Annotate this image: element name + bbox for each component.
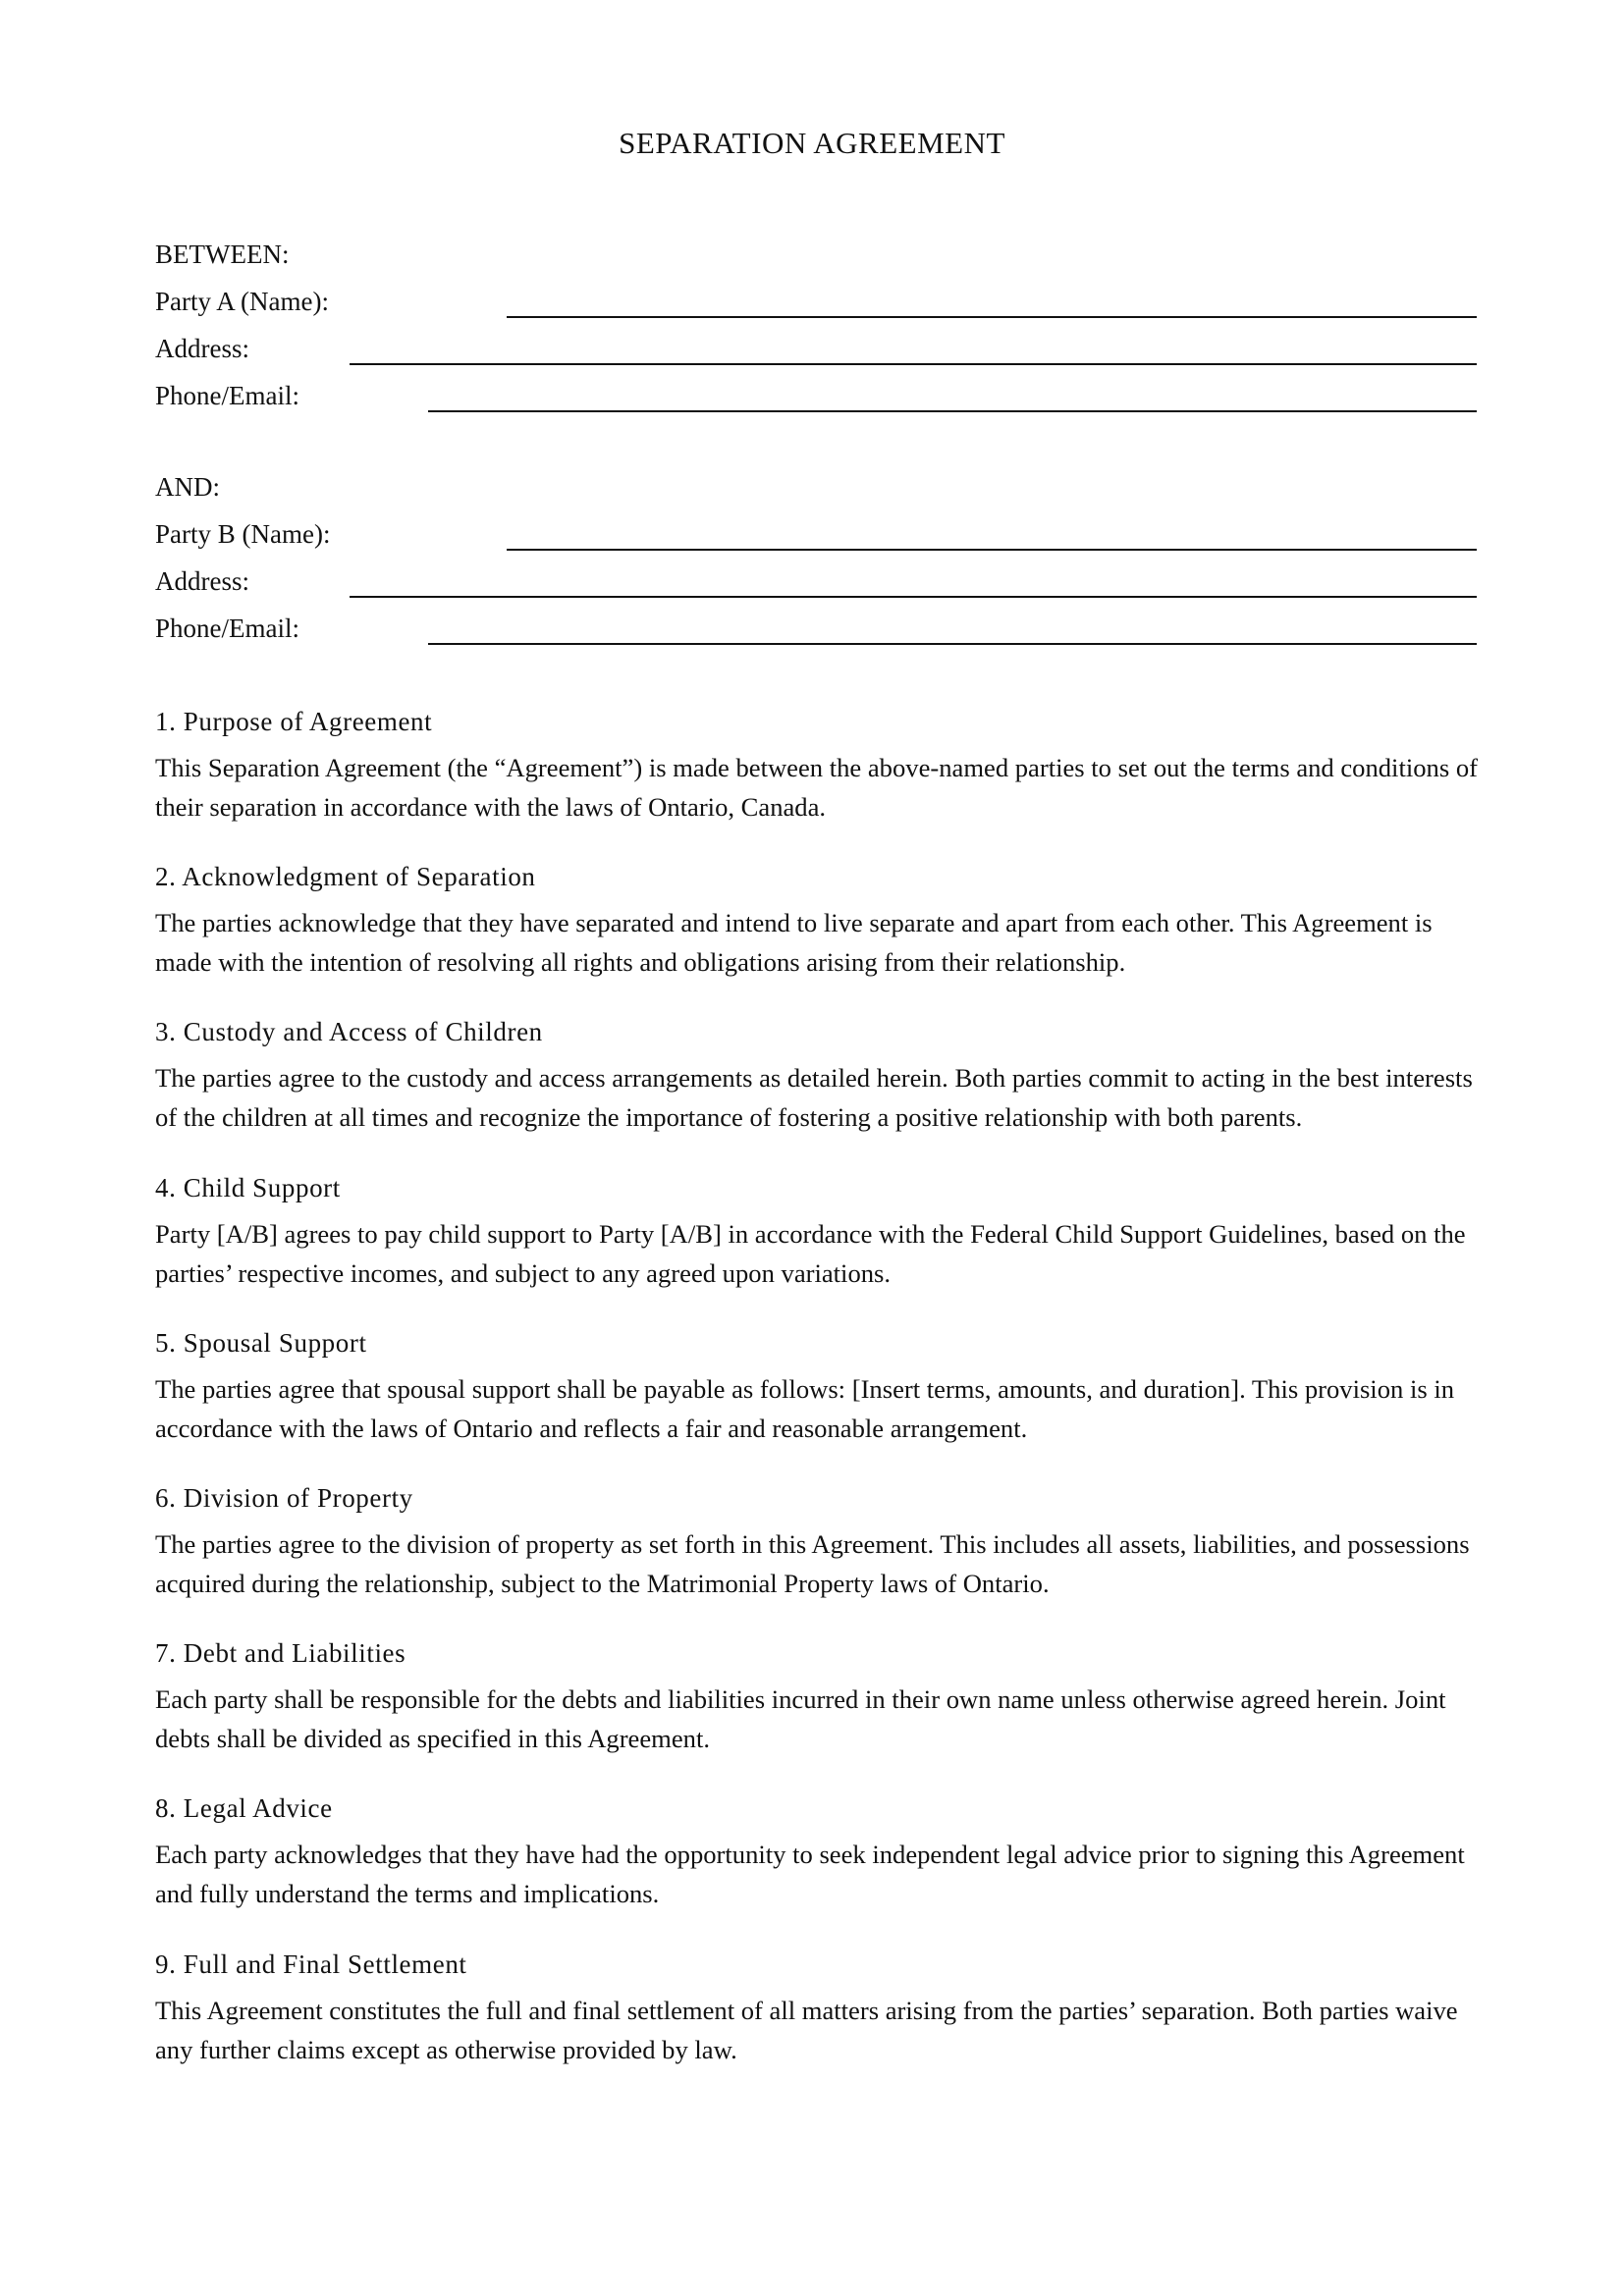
party-a-contact-label: Phone/Email: (155, 381, 299, 410)
party-a-address-label: Address: (155, 334, 249, 363)
section-body: Each party shall be responsible for the debts and liabilities incurred in their own name unless otherwise agreed herein. Joint debts shall be divided as specified in this Agreement. (155, 1684, 1446, 1753)
party-b-name-label: Party B (Name): (155, 519, 331, 549)
section-body: The parties agree that spousal support shall be payable as follows: [Insert terms, amounts, and duration]. This provision is in accordance with the laws of Ontario and reflects a fair and reasonable arrangement. (155, 1374, 1455, 1443)
section-body: Party [A/B] agrees to pay child support to Party [A/B] in accordance with the Federal Child Support Guidelines, based on the parties’ respective incomes, and subject to any agreed upon variations. (155, 1219, 1466, 1288)
section-heading: 2. Acknowledgment of Separation (155, 862, 536, 891)
section-body: This Agreement constitutes the full and final settlement of all matters arising from the parties’ separation. Both parties waive any further claims except as otherwise provided by law. (155, 1996, 1458, 2064)
section-body: The parties acknowledge that they have separated and intend to live separate and apart from each other. This Agreement is made with the intention of resolving all rights and obligations arising from their relationship. (155, 908, 1433, 977)
section-body: This Separation Agreement (the “Agreement”) is made between the above-named parties to set out the terms and conditions of their separation in accordance with the laws of Ontario, Canada. (155, 753, 1478, 822)
section-body: The parties agree to the custody and access arrangements as detailed herein. Both parties commit to acting in the best interests of the children at all times and recognize the importance of fostering a positive relationship with both parents. (155, 1063, 1473, 1132)
party-b-name-field[interactable] (507, 549, 1477, 551)
section-heading: 5. Spousal Support (155, 1328, 367, 1358)
section-heading: 8. Legal Advice (155, 1793, 333, 1823)
party-b-contact-field[interactable] (428, 643, 1477, 645)
section-heading: 9. Full and Final Settlement (155, 1949, 467, 1979)
section-body: The parties agree to the division of property as set forth in this Agreement. This includes all assets, liabilities, and possessions acquired during the relationship, subject to the Matrimonial Property laws of Ontario. (155, 1529, 1470, 1598)
party-b-address-field[interactable] (350, 596, 1477, 598)
and-label: AND: (155, 472, 220, 502)
between-label: BETWEEN: (155, 240, 290, 269)
party-a-address-field[interactable] (350, 363, 1477, 365)
document-title: SEPARATION AGREEMENT (619, 126, 1005, 160)
party-b-address-label: Address: (155, 566, 249, 596)
section-heading: 7. Debt and Liabilities (155, 1638, 406, 1668)
section-heading: 6. Division of Property (155, 1483, 413, 1513)
section-heading: 4. Child Support (155, 1173, 341, 1202)
party-b-contact-label: Phone/Email: (155, 614, 299, 643)
section-heading: 1. Purpose of Agreement (155, 707, 433, 736)
party-a-name-label: Party A (Name): (155, 287, 329, 316)
section-body: Each party acknowledges that they have had the opportunity to seek independent legal advice prior to signing this Agreement and fully understand the terms and implications. (155, 1840, 1465, 1908)
party-a-name-field[interactable] (507, 316, 1477, 318)
section-heading: 3. Custody and Access of Children (155, 1017, 543, 1046)
party-a-contact-field[interactable] (428, 410, 1477, 412)
